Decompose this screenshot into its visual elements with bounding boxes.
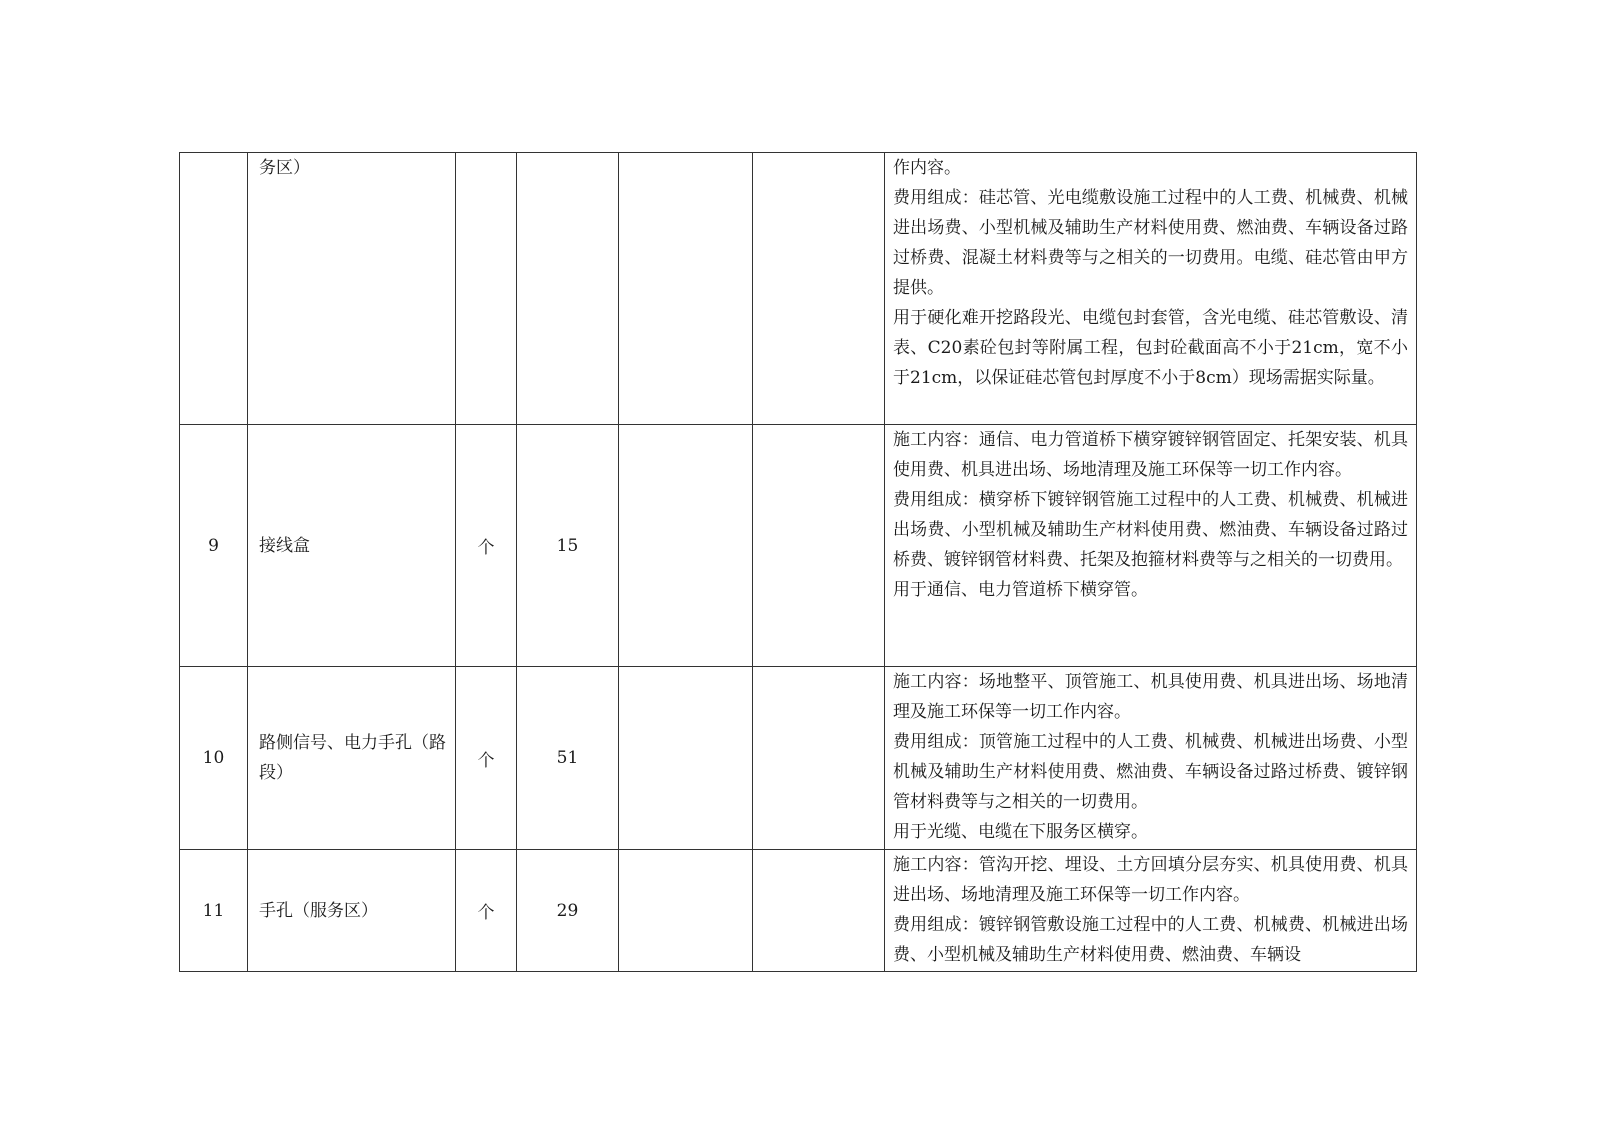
item-name: 务区） xyxy=(248,153,456,425)
item-col6 xyxy=(753,153,885,425)
table-row xyxy=(180,850,1417,972)
item-quantity: 29 xyxy=(517,850,619,972)
item-col5 xyxy=(619,153,753,425)
item-name: 手孔（服务区） xyxy=(248,850,456,972)
item-col6 xyxy=(753,667,885,850)
description-paragraph: 用于硬化难开挖路段光、电缆包封套管，含光电缆、硅芯管敷设、清表、C20素砼包封等附属工程，包封砼截面高不小于21cm，宽不小于21cm，以保证硅芯管包封厚度不小于8cm）现场需据实际量。 xyxy=(893,308,1408,388)
item-col5 xyxy=(619,850,753,972)
item-quantity: 51 xyxy=(517,667,619,850)
table-row xyxy=(180,425,1417,667)
row-number: 9 xyxy=(180,425,248,667)
item-name: 接线盒 xyxy=(248,425,456,667)
item-unit xyxy=(456,153,517,425)
description-paragraph: 费用组成：硅芯管、光电缆敷设施工过程中的人工费、机械费、机械进出场费、小型机械及辅助生产材料使用费、燃油费、车辆设备过路过桥费、混凝土材料费等与之相关的一切费用。电缆、硅芯管由甲方提供。 xyxy=(893,188,1408,298)
description-paragraph: 作内容。 xyxy=(893,158,961,178)
item-col5 xyxy=(619,425,753,667)
item-description xyxy=(885,153,1417,425)
cost-table xyxy=(179,152,1417,972)
item-unit: 个 xyxy=(456,667,517,850)
item-col5 xyxy=(619,667,753,850)
item-name: 路侧信号、电力手孔（路段） xyxy=(248,667,456,850)
description-paragraph: 施工内容：场地整平、顶管施工、机具使用费、机具进出场、场地清理及施工环保等一切工作内容。 xyxy=(893,672,1408,722)
item-unit: 个 xyxy=(456,850,517,972)
table-row xyxy=(180,153,1417,425)
description-paragraph: 施工内容：管沟开挖、埋设、土方回填分层夯实、机具使用费、机具进出场、场地清理及施工环保等一切工作内容。 xyxy=(893,855,1408,905)
item-description xyxy=(885,425,1417,667)
item-quantity xyxy=(517,153,619,425)
item-description xyxy=(885,667,1417,850)
table-row xyxy=(180,667,1417,850)
description-paragraph: 费用组成：镀锌钢管敷设施工过程中的人工费、机械费、机械进出场费、小型机械及辅助生产材料使用费、燃油费、车辆设 xyxy=(893,915,1408,965)
description-paragraph: 用于光缆、电缆在下服务区横穿。 xyxy=(893,822,1148,842)
item-col6 xyxy=(753,850,885,972)
description-paragraph: 施工内容：通信、电力管道桥下横穿镀锌钢管固定、托架安装、机具使用费、机具进出场、场地清理及施工环保等一切工作内容。 xyxy=(893,430,1408,480)
row-number xyxy=(180,153,248,425)
item-unit: 个 xyxy=(456,425,517,667)
description-paragraph: 费用组成：横穿桥下镀锌钢管施工过程中的人工费、机械费、机械进出场费、小型机械及辅助生产材料使用费、燃油费、车辆设备过路过桥费、镀锌钢管材料费、托架及抱箍材料费等与之相关的一切费用。 xyxy=(893,490,1408,570)
description-paragraph: 用于通信、电力管道桥下横穿管。 xyxy=(893,580,1148,600)
row-number: 10 xyxy=(180,667,248,850)
description-paragraph: 费用组成：顶管施工过程中的人工费、机械费、机械进出场费、小型机械及辅助生产材料使用费、燃油费、车辆设备过路过桥费、镀锌钢管材料费等与之相关的一切费用。 xyxy=(893,732,1408,812)
item-description xyxy=(885,850,1417,972)
item-quantity: 15 xyxy=(517,425,619,667)
row-number: 11 xyxy=(180,850,248,972)
item-col6 xyxy=(753,425,885,667)
